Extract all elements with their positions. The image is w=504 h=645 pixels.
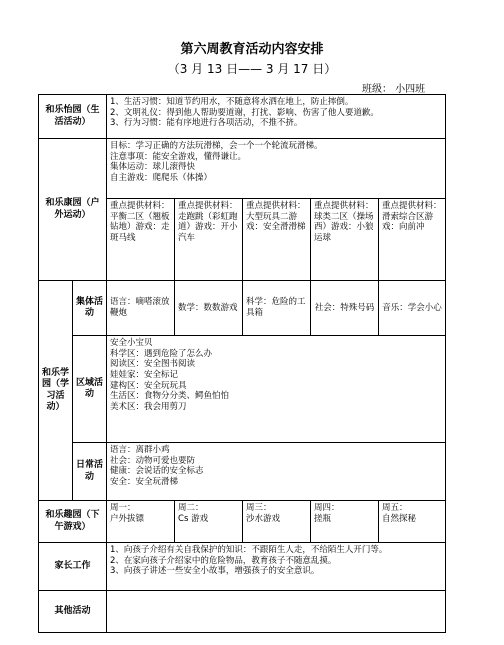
play-day: 周三： — [246, 503, 272, 513]
life-line: 1、生活习惯：知道节约用水，不随意将水洒在地上，防止摔倒。 — [110, 97, 354, 107]
study-label: 和乐学园（学习活动） — [39, 281, 73, 501]
group-item-1: 语言：嘀嗒滚放鞭炮 — [107, 281, 175, 336]
outdoor-group: 集体运动：球儿滚得快 — [110, 162, 196, 173]
play-day: 周一： — [110, 503, 136, 513]
other-content — [107, 591, 446, 633]
life-line: 2、文明礼仪：得到他人帮助要道谢，打扰、影响、伤害了他人要道歉。 — [110, 107, 379, 118]
outdoor-label: 和乐康园（户外运动） — [39, 139, 107, 281]
play-activity: 自然探秘 — [382, 513, 417, 524]
area-line: 建构区：安全玩玩具 — [110, 380, 187, 391]
daily-line: 语言：离群小鸡 — [110, 445, 170, 455]
daily-line: 健康：会说话的安全标志 — [110, 466, 204, 477]
other-label: 其他活动 — [39, 591, 107, 633]
outdoor-free: 自主游戏：爬爬乐（体操） — [110, 172, 213, 183]
class-label: 班级： 小四班 — [362, 84, 426, 95]
outdoor-notice: 注意事项：能安全游戏，懂得谦让。 — [110, 151, 247, 162]
outdoor-day-4: 重点提供材料：球类二区（操场西）游戏：小狼运球 — [311, 199, 379, 281]
life-line: 3、行为习惯：能有序地进行各项活动，不推不挤。 — [110, 118, 303, 129]
play-day-5 — [379, 501, 446, 543]
area-line: 美术区：我会用剪刀 — [110, 401, 187, 412]
area-line: 生活区：食物分分类、鳄鱼怕怕 — [110, 391, 230, 402]
area-line: 安全小宝贝 — [110, 338, 153, 348]
other-row — [39, 591, 446, 633]
area-line: 娃娃家：安全标记 — [110, 369, 179, 380]
play-day: 周五： — [382, 503, 408, 513]
daily-line: 安全：安全玩滑梯 — [110, 476, 179, 487]
outdoor-row — [39, 139, 446, 199]
parents-row — [39, 543, 446, 591]
group-activity-label: 集体活动 — [73, 281, 107, 336]
play-day: 周四： — [314, 503, 340, 513]
group-item-4: 社会：特殊号码 — [311, 281, 379, 336]
parents-content — [107, 543, 446, 591]
study-area-row — [39, 336, 446, 443]
life-row — [39, 95, 446, 139]
play-label: 和乐趣园（下午游戏） — [39, 501, 107, 543]
outdoor-general — [107, 139, 446, 199]
outdoor-day-5: 重点提供材料：滑索综合区游戏：向前冲 — [379, 199, 446, 281]
play-activity: 户外拔镖 — [110, 513, 145, 524]
play-day-1 — [107, 501, 175, 543]
daily-content — [107, 443, 446, 501]
outdoor-goal: 目标：学习正确的方法玩滑梯，会一个一个轮流玩滑梯。 — [110, 141, 323, 151]
parents-label: 家长工作 — [39, 543, 107, 591]
group-item-5: 音乐：学会小心 — [379, 281, 446, 336]
play-activity: 搓瓶 — [314, 513, 332, 524]
area-activity-label: 区域活动 — [73, 336, 107, 443]
daily-activity-label: 日常活动 — [73, 443, 107, 501]
life-content — [107, 95, 446, 139]
outdoor-day-1: 重点提供材料：平衡二区（翘板钻地）游戏：走斑马线 — [107, 199, 175, 281]
area-line: 科学区：遇到危险了怎么办 — [110, 348, 213, 359]
area-line: 阅读区：安全图书阅读 — [110, 359, 196, 370]
page-title: 第六周教育活动内容安排 — [180, 42, 324, 57]
outdoor-day-3: 重点提供材料：大型玩具二游戏：安全滑滑梯 — [243, 199, 311, 281]
play-activity: Cs 游戏 — [178, 513, 209, 524]
area-content — [107, 336, 446, 443]
play-day-4 — [311, 501, 379, 543]
play-day-3 — [243, 501, 311, 543]
study-group-row — [39, 281, 446, 336]
date-range: （3 月 13 日—— 3 月 17 日） — [167, 62, 337, 76]
play-day-2 — [175, 501, 243, 543]
group-item-3: 科学：危险的工具箱 — [243, 281, 311, 336]
play-day: 周二： — [178, 503, 204, 513]
parents-line: 1、向孩子介绍有关自我保护的知识：不跟陌生人走，不给陌生人开门等。 — [110, 545, 388, 555]
parents-line: 3、向孩子讲述一些安全小故事，增强孩子的安全意识。 — [110, 566, 320, 577]
schedule-table — [38, 94, 446, 633]
life-label: 和乐怡园（生活活动） — [39, 95, 107, 139]
group-item-2: 数学：数数游戏 — [175, 281, 243, 336]
parents-line: 2、在家向孩子介绍家中的危险物品，教育孩子不随意乱摸。 — [110, 555, 337, 566]
daily-line: 社会：动物可爱也要防 — [110, 455, 196, 466]
play-activity: 沙水游戏 — [246, 513, 281, 524]
play-row — [39, 501, 446, 543]
study-daily-row — [39, 443, 446, 501]
outdoor-day-2: 重点提供材料：走跑跳（彩虹跑道）游戏：开小汽车 — [175, 199, 243, 281]
